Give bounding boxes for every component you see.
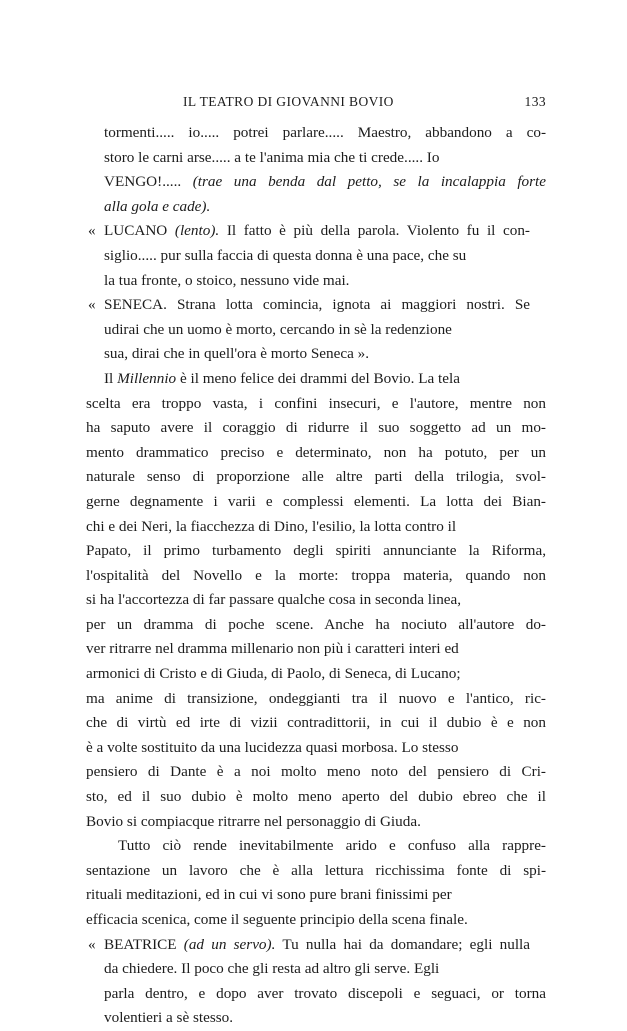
text-line (88, 219, 546, 244)
text-line: ma anime di transizione, ondeggianti tra il nuovo e l'antico, ric- (86, 689, 546, 707)
quote-mark: « (88, 296, 96, 314)
text-line: sentazione un lavoro che è alla lettura ricchissima fonte di spi- (86, 861, 546, 879)
dialogue-beatrice (86, 933, 546, 1031)
dialogue-text: Strana lotta comincia, ignota ai maggiori nostri. Se (176, 296, 531, 314)
stage-direction: (ad un servo). (183, 935, 276, 953)
text-line: volentieri a sè stesso. (104, 1009, 234, 1027)
dialogue-lucano (86, 219, 546, 293)
work-title: Millennio (117, 369, 177, 387)
dialogue-text: Tu nulla hai da domandare; egli nulla (282, 935, 530, 953)
text-line: si ha l'accortezza di far passare qualche cosa in seconda linea, (86, 591, 462, 609)
page-number: 133 (524, 94, 546, 109)
text-line: Papato, il primo turbamento degli spiriti annunciante la Riforma, (86, 542, 546, 560)
text-line: da chiedere. Il poco che gli resta ad altro gli serve. Egli (104, 960, 440, 978)
text-line: storo le carni arse..... a te l'anima mia che ti crede..... Io (104, 148, 440, 166)
dialogue-seneca (86, 293, 546, 367)
paragraph (86, 834, 546, 932)
text-line: mento drammatico preciso e determinato, non ha potuto, per un (86, 443, 546, 461)
text-line: l'ospitalità del Novello e la morte: troppa materia, quando non (86, 566, 546, 584)
paragraph (86, 367, 546, 834)
speaker-name: BEATRICE (104, 935, 177, 953)
text-line: sto, ed il suo dubio è molto meno aperto del dubio ebreo che il (86, 788, 546, 806)
text-line (88, 293, 546, 318)
text-line: chi e dei Neri, la fiacchezza di Dino, l'esilio, la lotta contro il (86, 517, 457, 535)
text-line: gerne degnamente i varii e complessi elementi. La lotta dei Bian- (86, 492, 546, 510)
quote-mark: « (88, 222, 96, 240)
dialogue-text: Il fatto è più della parola. Violento fu il con- (226, 222, 530, 240)
text-line: Bovio si compiacque ritrarre nel personaggio di Giuda. (86, 812, 421, 830)
text-line: la tua fronte, o stoico, nessuno vide mai. (104, 271, 350, 289)
speaker-cry: VENGO!..... (104, 173, 182, 191)
stage-direction: alla gola e cade). (104, 197, 211, 215)
stage-direction: (trae una benda dal petto, se la incalappia forte (192, 173, 547, 191)
text-line: parla dentro, e dopo aver trovato discepoli e seguaci, or torna (104, 984, 546, 1002)
text-line: udirai che un uomo è morto, cercando in sè la redenzione (104, 320, 452, 338)
text-line: che di virtù ed irte di vizii contradittorii, in cui il dubio è e non (86, 714, 546, 732)
quote-mark: « (88, 935, 96, 953)
text-line (88, 933, 546, 958)
text-line: tormenti..... io..... potrei parlare..... Maestro, abbandono a co- (104, 124, 546, 141)
text-line (104, 195, 546, 220)
text-line: Il Millennio è il meno felice dei drammi del Bovio. La tela (104, 369, 460, 387)
stage-direction: (lento). (174, 222, 220, 240)
text-line: scelta era troppo vasta, i confini insecuri, e l'autore, mentre non (86, 394, 546, 412)
text-line: rituali meditazioni, ed in cui vi sono pure brani finissimi per (86, 886, 452, 904)
text-line: pensiero di Dante è a noi molto meno noto del pensiero di Cri- (86, 763, 546, 781)
dialogue-continuation (86, 121, 546, 219)
speaker-name: SENECA. (104, 296, 167, 314)
text-line: armonici di Cristo e di Giuda, di Paolo, di Seneca, di Lucano; (86, 665, 461, 683)
text-line: Tutto ciò rende inevitabilmente arido e confuso alla rappre- (118, 837, 546, 855)
page-body (86, 121, 546, 1031)
text-line: per un dramma di poche scene. Anche ha nociuto all'autore do- (86, 615, 546, 633)
page-header (86, 94, 546, 114)
text-line (104, 170, 546, 195)
text-line: ha saputo avere il coraggio di ridurre il suo soggetto ad un mo- (86, 419, 546, 437)
text-line: sua, dirai che in quell'ora è morto Seneca ». (104, 345, 370, 363)
running-title: IL TEATRO DI GIOVANNI BOVIO (183, 94, 394, 109)
speaker-name: LUCANO (104, 222, 168, 240)
text-line: è a volte sostituito da una lucidezza quasi morbosa. Lo stesso (86, 738, 459, 756)
text-line: efficacia scenica, come il seguente principio della scena finale. (86, 911, 468, 928)
text-line: ver ritrarre nel dramma millenario non più i caratteri interi ed (86, 640, 459, 658)
text-line: naturale senso di proporzione alle altre parti della trilogia, svol- (86, 468, 546, 486)
text-line: siglio..... pur sulla faccia di questa donna è una pace, che su (104, 246, 467, 264)
